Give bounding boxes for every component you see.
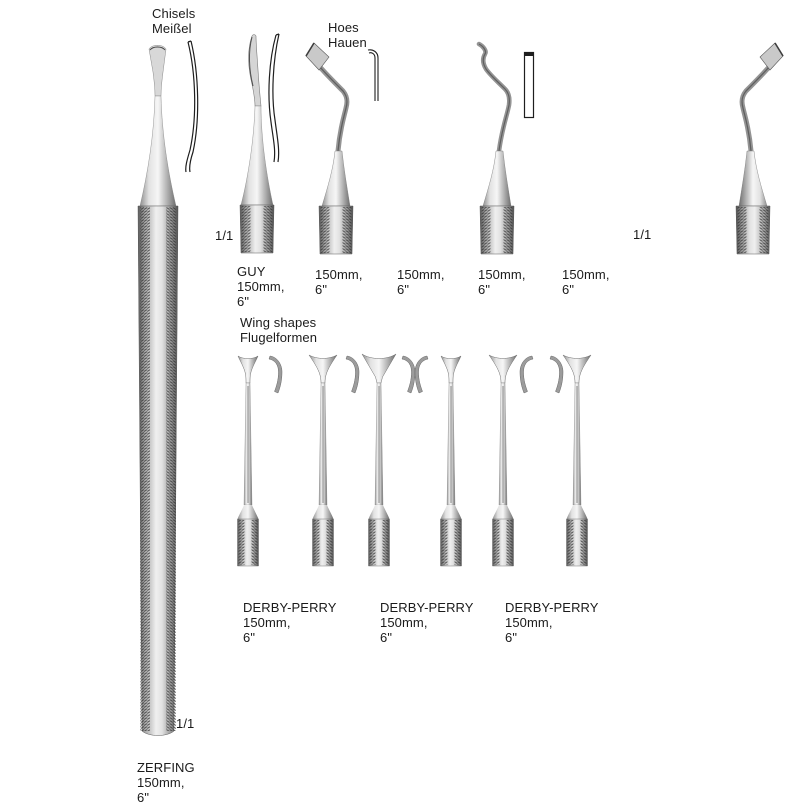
product-size: 150mm, bbox=[380, 615, 428, 630]
product-size: 150mm, bbox=[137, 775, 185, 790]
wing-elevator-photo-2 bbox=[309, 355, 337, 566]
product-length: 6" bbox=[380, 630, 393, 645]
section-title-wing-shapes bbox=[240, 315, 317, 345]
section-title-hoes bbox=[328, 20, 367, 50]
product-name: ZERFING bbox=[137, 760, 195, 775]
scale-badge-bottom-left: 1/1 bbox=[176, 716, 195, 731]
product-label-derby-2 bbox=[380, 600, 474, 645]
product-length: 6" bbox=[505, 630, 518, 645]
section-title-en: Chisels bbox=[152, 6, 196, 21]
scale-badge-top-right: 1/1 bbox=[633, 227, 652, 242]
guy-blade-profile-icon bbox=[269, 34, 279, 162]
product-label-hoe-1 bbox=[315, 267, 363, 297]
product-length: 6" bbox=[315, 282, 328, 297]
product-size: 150mm, bbox=[243, 615, 291, 630]
product-length: 6" bbox=[562, 282, 575, 297]
product-label-hoe-2 bbox=[397, 267, 445, 297]
wing-elevator-photo-3 bbox=[362, 354, 396, 566]
wing-elevator-photo-1 bbox=[238, 356, 259, 566]
wing-tip-profile-icon-5 bbox=[520, 356, 533, 393]
product-name: DERBY-PERRY bbox=[380, 600, 474, 615]
hoe-flat-blade-left-photo bbox=[306, 43, 353, 254]
hoe-blade-profile-icon bbox=[368, 50, 378, 101]
wing-tip-profile-icon-3 bbox=[402, 356, 415, 393]
product-name: GUY bbox=[237, 264, 266, 279]
product-size: 150mm, bbox=[562, 267, 610, 282]
scale-badge-top-left: 1/1 bbox=[215, 228, 234, 243]
wing-tip-profile-icon-2 bbox=[346, 356, 359, 393]
product-size: 150mm, bbox=[478, 267, 526, 282]
product-size: 150mm, bbox=[505, 615, 553, 630]
product-label-hoe-4 bbox=[562, 267, 610, 297]
section-title-de: Flugelformen bbox=[240, 330, 318, 345]
section-title-en: Hoes bbox=[328, 20, 359, 35]
wing-elevator-photo-5 bbox=[489, 355, 517, 566]
product-label-zerfing bbox=[137, 760, 195, 805]
section-title-en: Wing shapes bbox=[240, 315, 317, 330]
product-name: DERBY-PERRY bbox=[505, 600, 599, 615]
zerfing-chisel-photo bbox=[138, 45, 178, 735]
product-length: 6" bbox=[243, 630, 256, 645]
product-label-derby-1 bbox=[243, 600, 337, 645]
hoe-shank-profile-icon bbox=[525, 53, 534, 118]
product-size: 150mm, bbox=[397, 267, 445, 282]
product-length: 6" bbox=[478, 282, 491, 297]
product-label-derby-3 bbox=[505, 600, 599, 645]
wing-tip-profile-icon-4 bbox=[415, 356, 428, 393]
section-title-de: Hauen bbox=[328, 35, 367, 50]
section-title-chisels bbox=[152, 6, 195, 36]
product-label-hoe-3 bbox=[478, 267, 526, 297]
wing-elevator-photo-6 bbox=[563, 355, 591, 566]
wing-tip-profile-icon-6 bbox=[550, 356, 563, 393]
guy-chisel-photo bbox=[240, 35, 274, 254]
chisel-blade-profile-icon bbox=[186, 41, 198, 172]
section-title-de: Meißel bbox=[152, 21, 192, 36]
product-length: 6" bbox=[397, 282, 410, 297]
wing-tip-profile-icon-1 bbox=[269, 356, 282, 393]
product-name: DERBY-PERRY bbox=[243, 600, 337, 615]
hoe-curled-tip-left-photo bbox=[479, 44, 514, 254]
product-length: 6" bbox=[237, 294, 250, 309]
product-length: 6" bbox=[137, 790, 150, 805]
product-label-guy bbox=[237, 264, 285, 309]
hoe-flat-blade-right-photo bbox=[736, 43, 783, 254]
wing-elevator-photo-4 bbox=[441, 356, 462, 566]
product-size: 150mm, bbox=[237, 279, 285, 294]
product-size: 150mm, bbox=[315, 267, 363, 282]
